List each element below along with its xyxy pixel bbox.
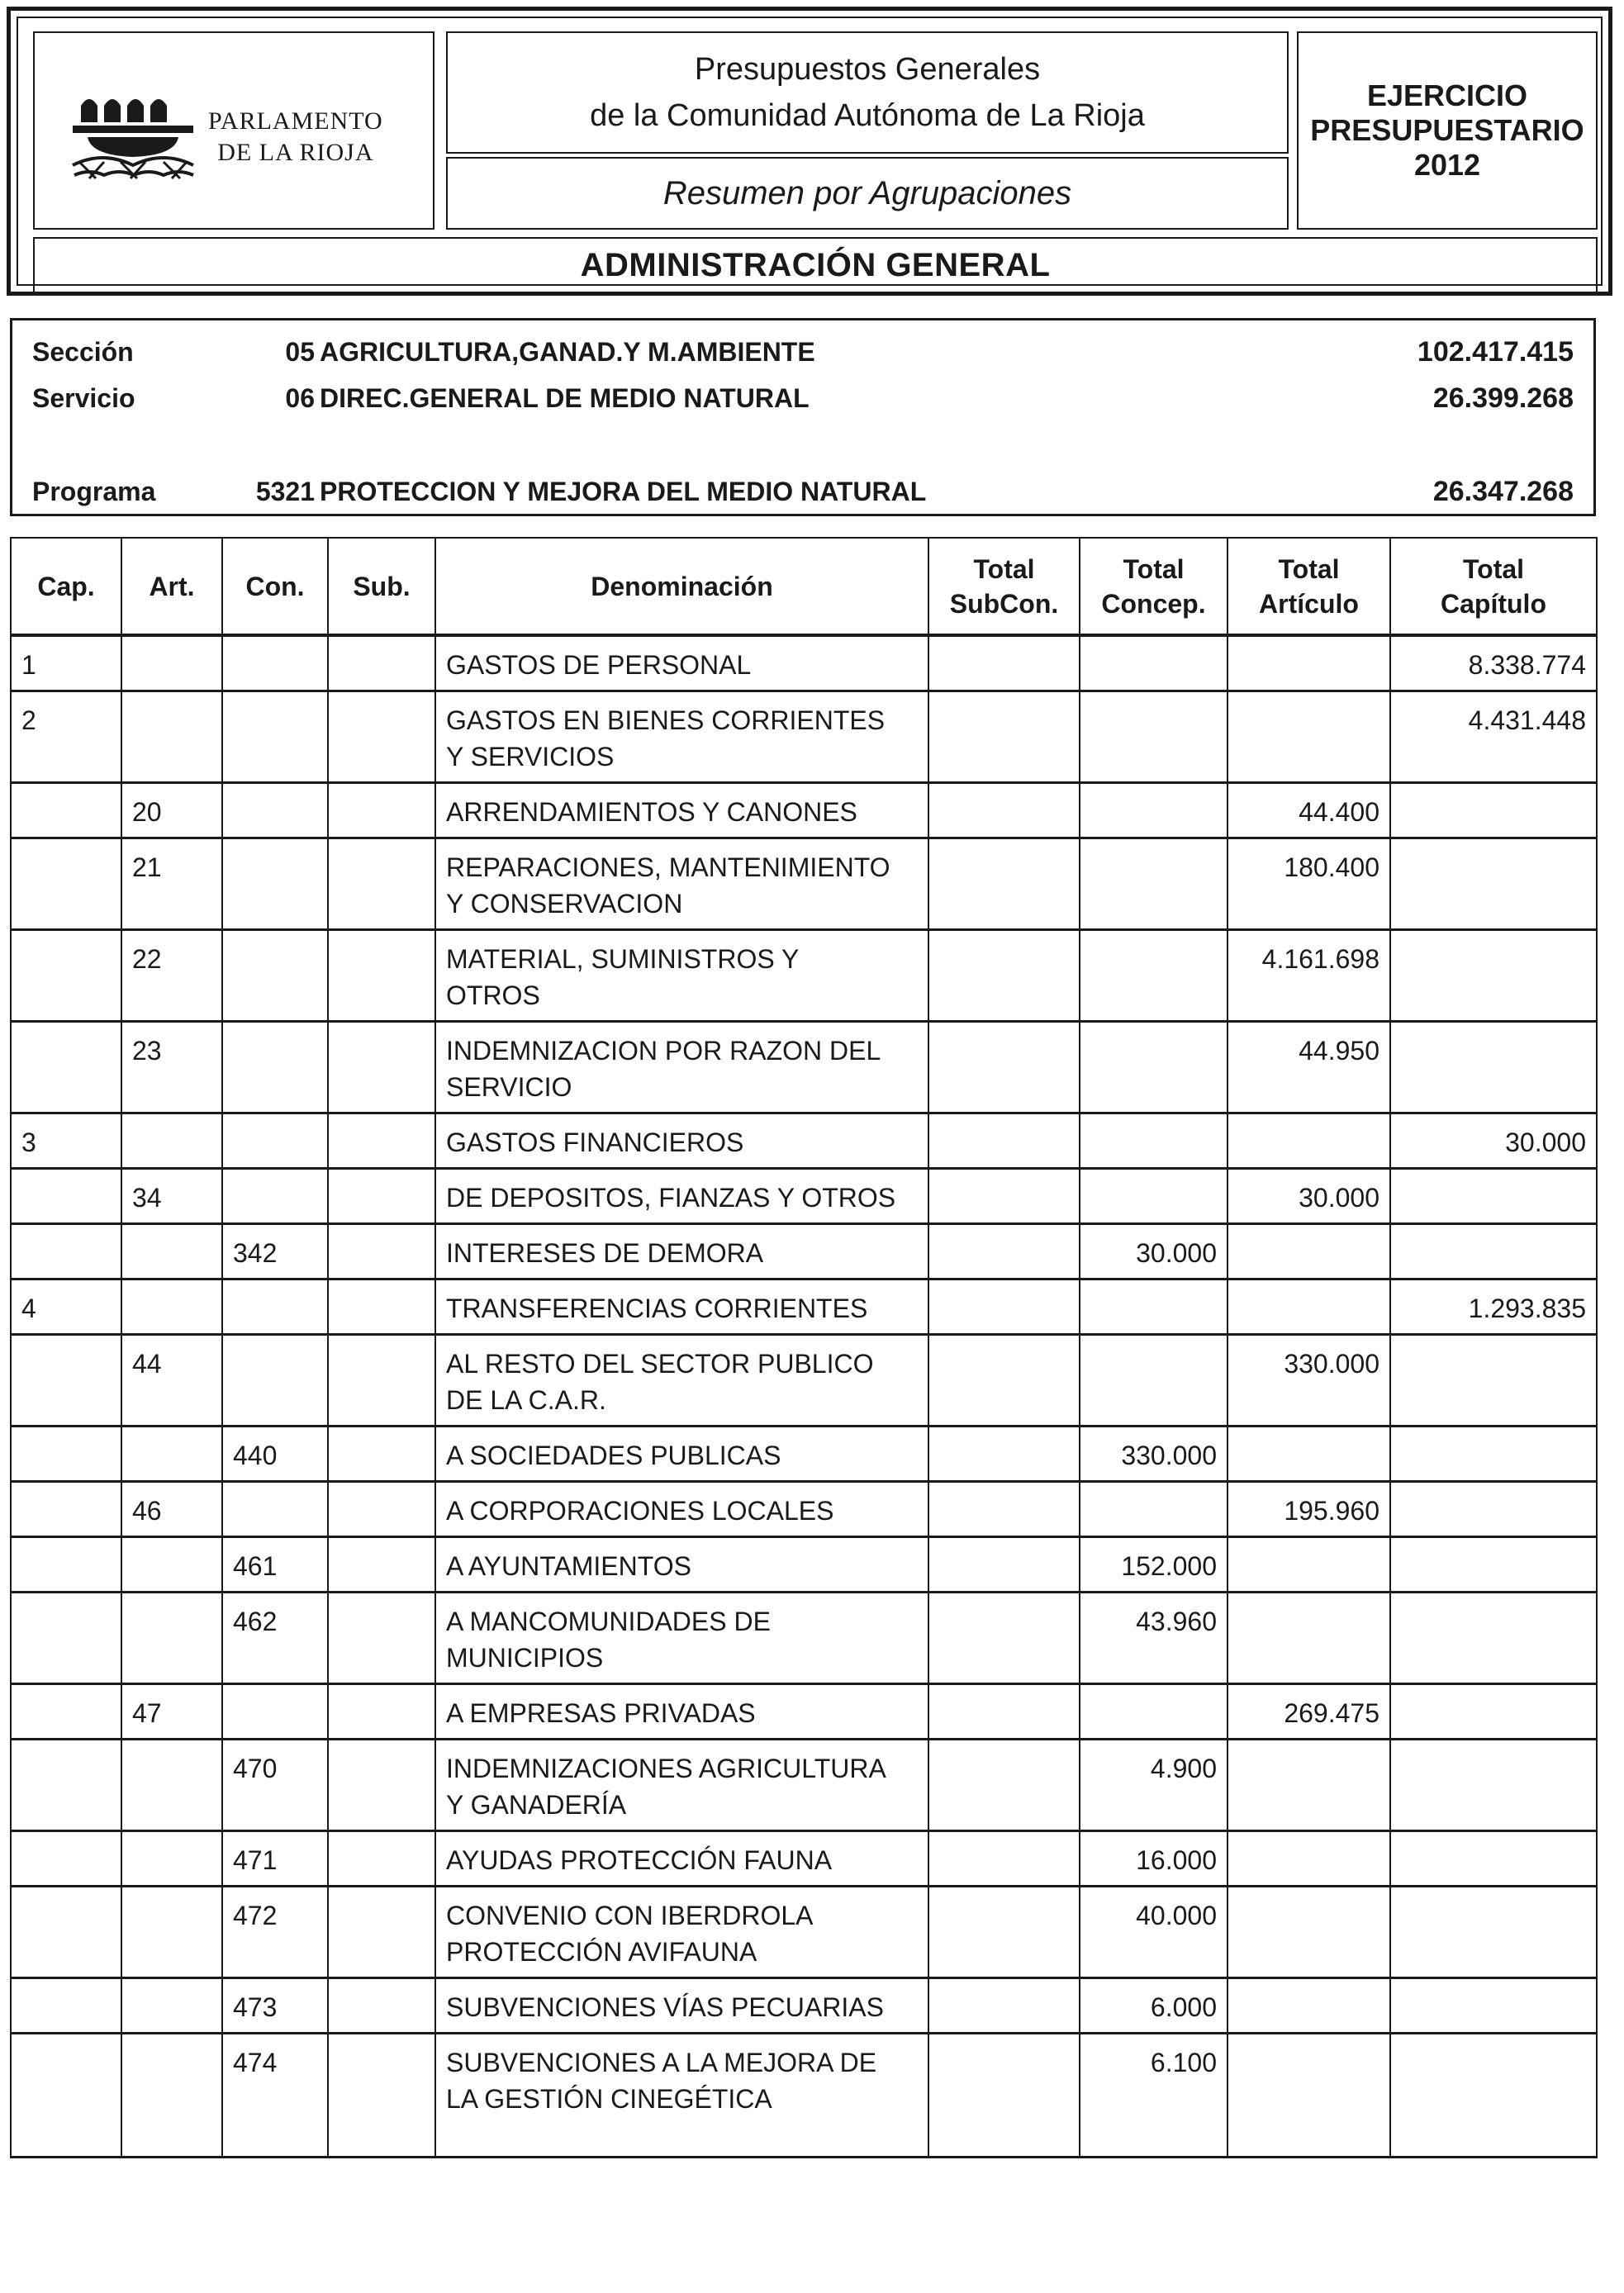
cell-art: 23 [121, 1022, 222, 1113]
servicio-label: Servicio [32, 382, 135, 413]
cell-sub [328, 838, 435, 930]
table-row [11, 2034, 1597, 2158]
cell-concep [1080, 1279, 1227, 1335]
seccion-row [12, 332, 1593, 372]
cell-den2: MUNICIPIOS [446, 1643, 604, 1673]
seccion-code: 05 [285, 336, 315, 367]
cell-den2: Y CONSERVACION [446, 889, 683, 919]
cell-cap: 1 [11, 635, 121, 691]
cell-den2: Y GANADERÍA [446, 1790, 627, 1820]
program-info [10, 318, 1596, 516]
cell-articulo: 180.400 [1227, 838, 1390, 930]
cell-cap [11, 930, 121, 1022]
servicio-amount: 26.399.268 [1432, 382, 1574, 414]
cell-con [222, 1022, 328, 1113]
year-line2: PRESUPUESTARIO [1310, 113, 1584, 147]
cell-art: 47 [121, 1684, 222, 1740]
cell-den [435, 1831, 928, 1887]
cell-articulo [1227, 1113, 1390, 1169]
parliament-emblem-icon [71, 83, 195, 190]
cell-capitulo [1390, 1022, 1597, 1113]
cell-capitulo: 8.338.774 [1390, 635, 1597, 691]
cell-den2: PROTECCIÓN AVIFAUNA [446, 1937, 757, 1967]
cell-articulo: 30.000 [1227, 1169, 1390, 1224]
programa-code: 5321 [255, 476, 315, 506]
cell-sub [328, 1978, 435, 2034]
cell-cap [11, 838, 121, 930]
cell-subcon [928, 1593, 1080, 1684]
cell-sub [328, 1113, 435, 1169]
cell-den1: INTERESES DE DEMORA [446, 1238, 764, 1268]
header-total-capitulo [1390, 538, 1597, 635]
cell-den [435, 1335, 928, 1427]
header-total-subcon-line2: SubCon. [949, 588, 1059, 619]
table-row [11, 1113, 1597, 1169]
cell-capitulo [1390, 783, 1597, 838]
cell-capitulo [1390, 1482, 1597, 1537]
cell-subcon [928, 691, 1080, 783]
cell-art [121, 1427, 222, 1482]
cell-den [435, 1224, 928, 1279]
cell-den1: A SOCIEDADES PUBLICAS [446, 1441, 781, 1470]
cell-den [435, 838, 928, 930]
logo-panel [33, 31, 434, 230]
cell-capitulo [1390, 1887, 1597, 1978]
cell-cap [11, 1335, 121, 1427]
cell-art [121, 2034, 222, 2158]
cell-subcon [928, 2034, 1080, 2158]
document-header-inner [17, 17, 1603, 286]
cell-capitulo: 30.000 [1390, 1113, 1597, 1169]
cell-articulo [1227, 1831, 1390, 1887]
table-header-row [11, 538, 1597, 635]
programa-name: PROTECCION Y MEJORA DEL MEDIO NATURAL [320, 476, 927, 506]
subtitle: Resumen por Agrupaciones [662, 174, 1072, 211]
cell-den1: DE DEPOSITOS, FIANZAS Y OTROS [446, 1183, 896, 1213]
logo-text [208, 106, 383, 169]
cell-den [435, 1482, 928, 1537]
header-total-articulo-line1: Total [1278, 553, 1340, 584]
cell-den2: Y SERVICIOS [446, 742, 615, 771]
cell-subcon [928, 1740, 1080, 1831]
header-denominacion: Denominación [435, 538, 928, 635]
title-line2: de la Comunidad Autónoma de La Rioja [590, 98, 1145, 133]
servicio-row [12, 378, 1593, 418]
cell-art [121, 1113, 222, 1169]
table-row [11, 691, 1597, 783]
table-row [11, 1537, 1597, 1593]
cell-con: 472 [222, 1887, 328, 1978]
document-header [7, 7, 1612, 296]
table-body [11, 635, 1597, 2158]
cell-articulo [1227, 2034, 1390, 2158]
cell-den [435, 1684, 928, 1740]
cell-subcon [928, 635, 1080, 691]
cell-den [435, 1978, 928, 2034]
cell-sub [328, 1887, 435, 1978]
cell-den1: ARRENDAMIENTOS Y CANONES [446, 797, 857, 827]
cell-art: 34 [121, 1169, 222, 1224]
cell-con [222, 838, 328, 930]
cell-den1: A EMPRESAS PRIVADAS [446, 1698, 756, 1728]
cell-sub [328, 2034, 435, 2158]
table-row [11, 1169, 1597, 1224]
cell-con [222, 1482, 328, 1537]
cell-capitulo [1390, 1335, 1597, 1427]
cell-subcon [928, 1113, 1080, 1169]
cell-cap [11, 1593, 121, 1684]
cell-capitulo: 4.431.448 [1390, 691, 1597, 783]
cell-con: 473 [222, 1978, 328, 2034]
cell-articulo [1227, 1427, 1390, 1482]
cell-articulo [1227, 1593, 1390, 1684]
cell-cap [11, 1224, 121, 1279]
table-row [11, 1593, 1597, 1684]
cell-cap [11, 1537, 121, 1593]
cell-den [435, 691, 928, 783]
cell-articulo [1227, 691, 1390, 783]
cell-art [121, 1831, 222, 1887]
table-row [11, 1684, 1597, 1740]
table-row [11, 1224, 1597, 1279]
cell-articulo [1227, 1537, 1390, 1593]
cell-art [121, 1593, 222, 1684]
cell-sub [328, 1335, 435, 1427]
cell-capitulo [1390, 1684, 1597, 1740]
cell-den1: A AYUNTAMIENTOS [446, 1551, 691, 1581]
cell-sub [328, 1593, 435, 1684]
admin-title: ADMINISTRACIÓN GENERAL [580, 246, 1051, 283]
subtitle-panel [446, 157, 1289, 230]
cell-sub [328, 1831, 435, 1887]
cell-concep: 40.000 [1080, 1887, 1227, 1978]
cell-den [435, 1169, 928, 1224]
budget-table [10, 537, 1598, 2158]
cell-con [222, 1279, 328, 1335]
cell-sub [328, 1427, 435, 1482]
cell-subcon [928, 1427, 1080, 1482]
cell-subcon [928, 1224, 1080, 1279]
cell-concep [1080, 1169, 1227, 1224]
cell-subcon [928, 838, 1080, 930]
header-con: Con. [222, 538, 328, 635]
cell-den [435, 1887, 928, 1978]
header-total-capitulo-line2: Capítulo [1441, 588, 1546, 619]
header-total-concep-line2: Concep. [1101, 588, 1206, 619]
cell-concep [1080, 1022, 1227, 1113]
cell-den1: SUBVENCIONES A LA MEJORA DE [446, 2048, 877, 2077]
cell-cap [11, 1482, 121, 1537]
cell-capitulo [1390, 1427, 1597, 1482]
table-row [11, 783, 1597, 838]
cell-articulo: 44.400 [1227, 783, 1390, 838]
cell-concep [1080, 1684, 1227, 1740]
year-line3: 2012 [1413, 148, 1481, 182]
cell-den1: GASTOS EN BIENES CORRIENTES [446, 705, 886, 735]
cell-den [435, 2034, 928, 2158]
cell-concep: 16.000 [1080, 1831, 1227, 1887]
cell-capitulo [1390, 930, 1597, 1022]
table-row [11, 838, 1597, 930]
cell-articulo: 330.000 [1227, 1335, 1390, 1427]
cell-art [121, 1740, 222, 1831]
cell-concep [1080, 783, 1227, 838]
cell-capitulo [1390, 1831, 1597, 1887]
cell-den1: REPARACIONES, MANTENIMIENTO [446, 852, 890, 882]
cell-concep: 152.000 [1080, 1537, 1227, 1593]
cell-den [435, 635, 928, 691]
cell-den2: SERVICIO [446, 1072, 572, 1102]
cell-concep [1080, 1482, 1227, 1537]
cell-articulo [1227, 1887, 1390, 1978]
cell-den1: A MANCOMUNIDADES DE [446, 1607, 771, 1636]
cell-art [121, 1887, 222, 1978]
header-total-articulo [1227, 538, 1390, 635]
table-row [11, 1482, 1597, 1537]
cell-sub [328, 1169, 435, 1224]
cell-art [121, 1279, 222, 1335]
cell-cap: 4 [11, 1279, 121, 1335]
cell-den1: SUBVENCIONES VÍAS PECUARIAS [446, 1992, 884, 2022]
cell-capitulo [1390, 1740, 1597, 1831]
cell-con: 440 [222, 1427, 328, 1482]
cell-cap [11, 1740, 121, 1831]
cell-sub [328, 930, 435, 1022]
cell-concep: 6.100 [1080, 2034, 1227, 2158]
table-row [11, 930, 1597, 1022]
cell-den [435, 1113, 928, 1169]
seccion-amount: 102.417.415 [1417, 335, 1574, 368]
cell-subcon [928, 1335, 1080, 1427]
cell-art: 46 [121, 1482, 222, 1537]
cell-cap [11, 783, 121, 838]
header-sub: Sub. [328, 538, 435, 635]
cell-articulo [1227, 1224, 1390, 1279]
cell-cap [11, 1427, 121, 1482]
cell-concep [1080, 691, 1227, 783]
table-row [11, 1279, 1597, 1335]
cell-concep: 43.960 [1080, 1593, 1227, 1684]
cell-capitulo [1390, 1593, 1597, 1684]
cell-subcon [928, 1684, 1080, 1740]
cell-art [121, 1224, 222, 1279]
header-total-articulo-line2: Artículo [1259, 588, 1359, 619]
cell-subcon [928, 1482, 1080, 1537]
cell-subcon [928, 1887, 1080, 1978]
cell-cap [11, 1169, 121, 1224]
cell-articulo [1227, 1279, 1390, 1335]
table-row [11, 1427, 1597, 1482]
cell-den [435, 930, 928, 1022]
cell-capitulo: 1.293.835 [1390, 1279, 1597, 1335]
programa-label: Programa [32, 476, 156, 506]
header-total-subcon-line1: Total [973, 553, 1035, 584]
cell-con [222, 1113, 328, 1169]
cell-cap [11, 1978, 121, 2034]
cell-art [121, 1537, 222, 1593]
cell-articulo: 269.475 [1227, 1684, 1390, 1740]
cell-con: 474 [222, 2034, 328, 2158]
cell-den1: AL RESTO DEL SECTOR PUBLICO [446, 1349, 874, 1379]
cell-art: 20 [121, 783, 222, 838]
admin-panel [33, 237, 1598, 293]
cell-den1: MATERIAL, SUMINISTROS Y [446, 944, 800, 974]
header-total-concep-line1: Total [1123, 553, 1185, 584]
cell-cap: 3 [11, 1113, 121, 1169]
cell-subcon [928, 1537, 1080, 1593]
cell-articulo [1227, 1740, 1390, 1831]
cell-concep: 4.900 [1080, 1740, 1227, 1831]
cell-concep [1080, 1335, 1227, 1427]
cell-capitulo [1390, 838, 1597, 930]
cell-concep: 6.000 [1080, 1978, 1227, 2034]
cell-sub [328, 691, 435, 783]
cell-cap: 2 [11, 691, 121, 783]
cell-con: 461 [222, 1537, 328, 1593]
cell-sub [328, 783, 435, 838]
table-row [11, 1022, 1597, 1113]
cell-den1: AYUDAS PROTECCIÓN FAUNA [446, 1845, 833, 1875]
table-row [11, 635, 1597, 691]
cell-den1: CONVENIO CON IBERDROLA [446, 1901, 814, 1930]
cell-art [121, 1978, 222, 2034]
cell-art: 44 [121, 1335, 222, 1427]
cell-con [222, 691, 328, 783]
table-row [11, 1978, 1597, 2034]
cell-den1: A CORPORACIONES LOCALES [446, 1496, 834, 1526]
cell-den1: GASTOS DE PERSONAL [446, 650, 752, 680]
logo-text-line1: PARLAMENTO [208, 107, 383, 135]
programa-row [12, 472, 1593, 511]
cell-subcon [928, 1831, 1080, 1887]
cell-sub [328, 1279, 435, 1335]
cell-con: 471 [222, 1831, 328, 1887]
cell-capitulo [1390, 1978, 1597, 2034]
cell-den [435, 1427, 928, 1482]
cell-capitulo [1390, 2034, 1597, 2158]
cell-subcon [928, 1279, 1080, 1335]
cell-den1: INDEMNIZACION POR RAZON DEL [446, 1036, 881, 1066]
header-cap: Cap. [11, 538, 121, 635]
cell-den [435, 1537, 928, 1593]
cell-con: 462 [222, 1593, 328, 1684]
cell-den [435, 1593, 928, 1684]
cell-subcon [928, 1978, 1080, 2034]
table-row [11, 1335, 1597, 1427]
header-total-capitulo-line1: Total [1462, 553, 1525, 584]
cell-capitulo [1390, 1169, 1597, 1224]
title-line1: Presupuestos Generales [694, 52, 1041, 87]
cell-den [435, 1022, 928, 1113]
cell-articulo [1227, 635, 1390, 691]
cell-den [435, 1740, 928, 1831]
cell-den1: TRANSFERENCIAS CORRIENTES [446, 1294, 868, 1323]
cell-den [435, 783, 928, 838]
servicio-name: DIREC.GENERAL DE MEDIO NATURAL [320, 382, 810, 413]
cell-den [435, 1279, 928, 1335]
cell-sub [328, 1482, 435, 1537]
cell-sub [328, 1740, 435, 1831]
cell-con [222, 930, 328, 1022]
logo-text-line2: DE LA RIOJA [217, 139, 374, 166]
cell-articulo [1227, 1978, 1390, 2034]
year-line1: EJERCICIO [1366, 78, 1528, 112]
cell-sub [328, 1022, 435, 1113]
cell-capitulo [1390, 1224, 1597, 1279]
cell-subcon [928, 930, 1080, 1022]
cell-subcon [928, 1169, 1080, 1224]
title-panel [446, 31, 1289, 154]
table-row [11, 1831, 1597, 1887]
seccion-name: AGRICULTURA,GANAD.Y M.AMBIENTE [320, 336, 815, 367]
cell-con [222, 1169, 328, 1224]
table-row [11, 1887, 1597, 1978]
programa-amount: 26.347.268 [1432, 475, 1574, 507]
header-total-subcon [928, 538, 1080, 635]
cell-concep: 30.000 [1080, 1224, 1227, 1279]
cell-den1: INDEMNIZACIONES AGRICULTURA [446, 1754, 886, 1783]
cell-con: 470 [222, 1740, 328, 1831]
cell-sub [328, 1684, 435, 1740]
cell-con [222, 635, 328, 691]
header-art: Art. [121, 538, 222, 635]
cell-articulo: 44.950 [1227, 1022, 1390, 1113]
year-panel [1297, 31, 1598, 230]
cell-con [222, 1335, 328, 1427]
cell-sub [328, 1537, 435, 1593]
cell-art: 22 [121, 930, 222, 1022]
header-total-concep [1080, 538, 1227, 635]
cell-con [222, 783, 328, 838]
seccion-label: Sección [32, 336, 134, 367]
cell-con [222, 1684, 328, 1740]
cell-capitulo [1390, 1537, 1597, 1593]
cell-subcon [928, 1022, 1080, 1113]
cell-den2: LA GESTIÓN CINEGÉTICA [446, 2084, 772, 2114]
cell-concep [1080, 1113, 1227, 1169]
cell-cap [11, 2034, 121, 2158]
cell-den1: GASTOS FINANCIEROS [446, 1128, 744, 1157]
cell-cap [11, 1684, 121, 1740]
cell-den2: OTROS [446, 980, 540, 1010]
cell-den2: DE LA C.A.R. [446, 1385, 606, 1415]
cell-art: 21 [121, 838, 222, 930]
cell-concep: 330.000 [1080, 1427, 1227, 1482]
servicio-code: 06 [285, 382, 315, 413]
cell-articulo: 4.161.698 [1227, 930, 1390, 1022]
cell-articulo: 195.960 [1227, 1482, 1390, 1537]
cell-sub [328, 1224, 435, 1279]
table-row [11, 1740, 1597, 1831]
cell-art [121, 635, 222, 691]
cell-sub [328, 635, 435, 691]
cell-concep [1080, 838, 1227, 930]
cell-concep [1080, 635, 1227, 691]
cell-subcon [928, 783, 1080, 838]
cell-cap [11, 1887, 121, 1978]
cell-con: 342 [222, 1224, 328, 1279]
cell-concep [1080, 930, 1227, 1022]
cell-cap [11, 1831, 121, 1887]
cell-cap [11, 1022, 121, 1113]
cell-art [121, 691, 222, 783]
